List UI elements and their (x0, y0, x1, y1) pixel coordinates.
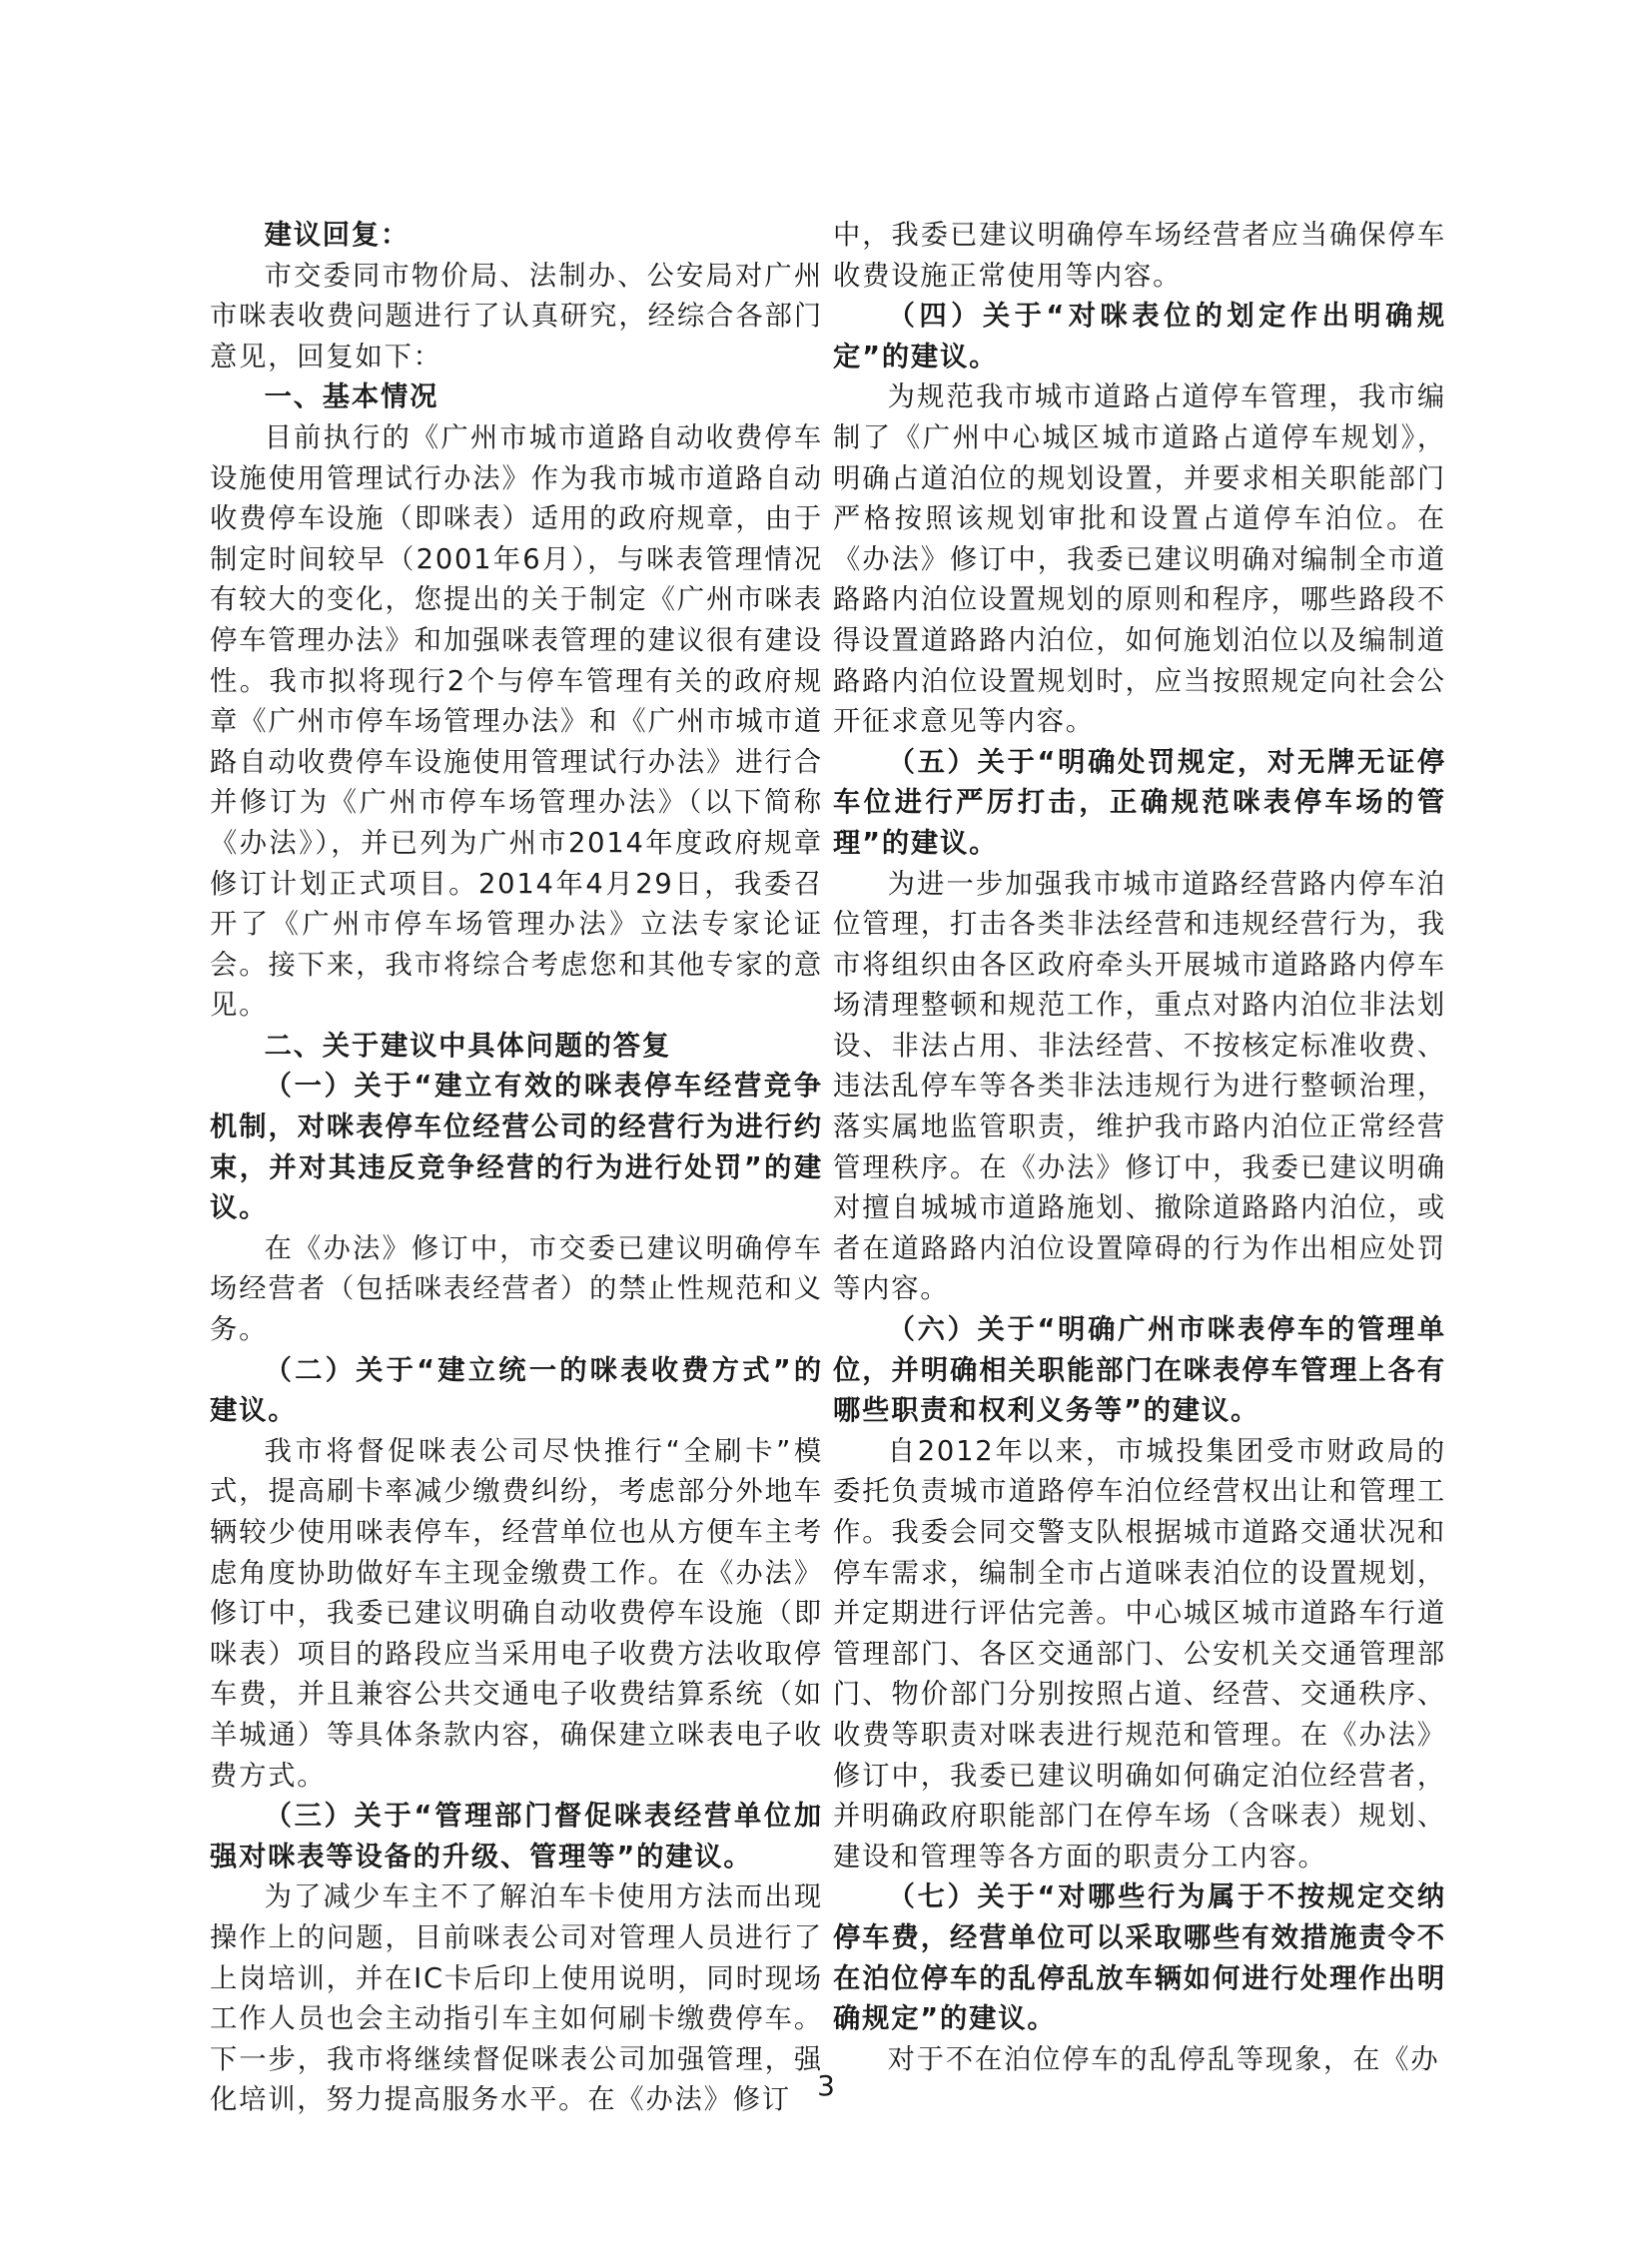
section-heading: （五）关于“明确处罚规定，对无牌无证停车位进行严厉打击，正确规范咪表停车场的管理”的建议。 (833, 746, 1446, 859)
paragraph: 市交委同市物价局、法制办、公安局对广州市咪表收费问题进行了认真研究，经综合各部门意见，回复如下： (210, 260, 823, 373)
paragraph: 目前执行的《广州市城市道路自动收费停车设施使用管理试行办法》作为我市城市道路自动收费停车设施（即咪表）适用的政府规章，由于制定时间较早（2001年6月），与咪表管理情况有较大的变化，您提出的关于制定《广州市咪表停车管理办法》和加强咪表管理的建议很有建设性。我市拟将现行2个与停车管理有关的政府规章《广州市停车场管理办法》和《广州市城市道路自动收费停车设施使用管理试行办法》进行合并修订为《广州市停车场管理办法》（以下简称《办法》），并已列为广州市2014年度政府规章修订计划正式项目。2014年4月29日，我委召开了《广州市停车场管理办法》立法专家论证会。接下来，我市将综合考虑您和其他专家的意见。 (210, 421, 823, 1022)
paragraph: 为了减少车主不了解泊车卡使用方法而出现操作上的问题，目前咪表公司对管理人员进行了上岗培训，并在IC卡后印上使用说明，同时现场工作人员也会主动指引车主如何刷卡缴费停车。下一步，我市将继续督促咪表公司加强管理，强化培训，努力提高服务水平。在《办法》修订 (210, 1881, 823, 2116)
section-heading: （七）关于“对哪些行为属于不按规定交纳停车费，经营单位可以采取哪些有效措施责令不在泊位停车的乱停乱放车辆如何进行处理作出明确规定”的建议。 (833, 1881, 1446, 2035)
section-heading: （二）关于“建立统一的咪表收费方式”的建议。 (210, 1354, 823, 1427)
section-heading: （一）关于“建立有效的咪表停车经营竞争机制，对咪表停车位经营公司的经营行为进行约束，并对其违反竞争经营的行为进行处罚”的建议。 (210, 1071, 823, 1224)
section-heading: （六）关于“明确广州市咪表停车的管理单位，并明确相关职能部门在咪表停车管理上各有哪些职责和权利义务等”的建议。 (833, 1314, 1446, 1427)
paragraph: 为进一步加强我市城市道路经营路内停车泊位管理，打击各类非法经营和违规经营行为，我市将组织由各区政府牵头开展城市道路路内停车场清理整顿和规范工作，重点对路内泊位非法划设、非法占用、非法经营、不按核定标准收费、违法乱停车等各类非法违规行为进行整顿治理，落实属地监管职责，维护我市路内泊位正常经营管理秩序。在《办法》修订中，我委已建议明确对擅自城城市道路施划、撤除道路路内泊位，或者在道路路内泊位设置障碍的行为作出相应处罚等内容。 (833, 868, 1446, 1305)
paragraph: 中，我委已建议明确停车场经营者应当确保停车收费设施正常使用等内容。 (833, 220, 1446, 292)
paragraph: 为规范我市城市道路占道停车管理，我市编制了《广州中心城区城市道路占道停车规划》，明确占道泊位的规划设置，并要求相关职能部门严格按照该规划审批和设置占道停车泊位。在《办法》修订中，我委已建议明确对编制全市道路路内泊位设置规划的原则和程序，哪些路段不得设置道路路内泊位，如何施划泊位以及编制道路路内泊位设置规划时，应当按照规定向社会公开征求意见等内容。 (833, 381, 1446, 738)
section-heading: （三）关于“管理部门督促咪表经营单位加强对咪表等设备的升级、管理等”的建议。 (210, 1801, 823, 1872)
section-heading: （四）关于“对咪表位的划定作出明确规定”的建议。 (833, 301, 1446, 373)
paragraph: 在《办法》修订中，市交委已建议明确停车场经营者（包括咪表经营者）的禁止性规范和义务。 (210, 1232, 823, 1346)
section-heading: 一、基本情况 (264, 381, 439, 413)
right-column (833, 216, 1446, 2080)
section-heading: 建议回复： (264, 220, 411, 251)
section-heading: 二、关于建议中具体问题的答复 (264, 1030, 671, 1062)
paragraph: 对于不在泊位停车的乱停乱等现象，在《办 (887, 2043, 1440, 2075)
left-column (210, 216, 823, 2121)
page-number: 3 (817, 2069, 835, 2102)
paragraph: 我市将督促咪表公司尽快推行“全刷卡”模式，提高刷卡率减少缴费纠纷，考虑部分外地车辆较少使用咪表停车，经营单位也从方便车主考虑角度协助做好车主现金缴费工作。在《办法》修订中，我委已建议明确自动收费停车设施（即咪表）项目的路段应当采用电子收费方法收取停车费，并且兼容公共交通电子收费结算系统（如羊城通）等具体条款内容，确保建立咪表电子收费方式。 (210, 1435, 823, 1792)
paragraph: 自2012年以来，市城投集团受市财政局的委托负责城市道路停车泊位经营权出让和管理工作。我委会同交警支队根据城市道路交通状况和停车需求，编制全市占道咪表泊位的设置规划，并定期进行评估完善。中心城区城市道路车行道管理部门、各区交通部门、公安机关交通管理部门、物价部门分别按照占道、经营、交通秩序、收费等职责对咪表进行规范和管理。在《办法》修订中，我委已建议明确如何确定泊位经营者，并明确政府职能部门在停车场（含咪表）规划、建设和管理等各方面的职责分工内容。 (833, 1435, 1446, 1872)
